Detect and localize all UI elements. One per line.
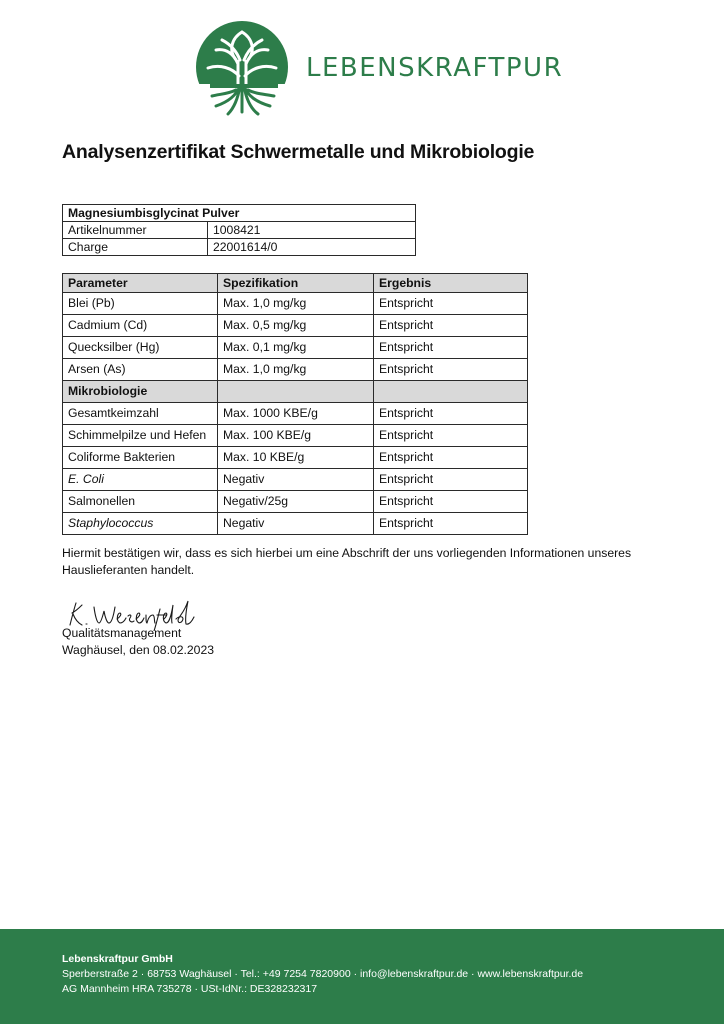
section-label: Mikrobiologie bbox=[63, 381, 218, 403]
specification-cell: Max. 1,0 mg/kg bbox=[218, 293, 374, 315]
empty-cell bbox=[374, 381, 528, 403]
result-cell: Entspricht bbox=[374, 315, 528, 337]
result-cell: Entspricht bbox=[374, 491, 528, 513]
column-header-result: Ergebnis bbox=[374, 274, 528, 293]
specification-cell: Negativ/25g bbox=[218, 491, 374, 513]
result-cell: Entspricht bbox=[374, 447, 528, 469]
result-cell: Entspricht bbox=[374, 425, 528, 447]
table-row bbox=[63, 205, 416, 222]
brand-name: LEBENSKRAFTPUR bbox=[306, 53, 564, 83]
column-header-parameter: Parameter bbox=[63, 274, 218, 293]
table-row bbox=[63, 293, 528, 315]
result-cell: Entspricht bbox=[374, 337, 528, 359]
article-number-label: Artikelnummer bbox=[63, 222, 208, 239]
specification-cell: Max. 1,0 mg/kg bbox=[218, 359, 374, 381]
specification-cell: Max. 0,1 mg/kg bbox=[218, 337, 374, 359]
product-table bbox=[62, 204, 416, 256]
specification-cell: Negativ bbox=[218, 469, 374, 491]
result-cell: Entspricht bbox=[374, 513, 528, 535]
result-cell: Entspricht bbox=[374, 469, 528, 491]
company-logo bbox=[192, 20, 592, 116]
result-cell: Entspricht bbox=[374, 293, 528, 315]
parameter-cell: Staphylococcus bbox=[63, 513, 218, 535]
parameter-cell: Arsen (As) bbox=[63, 359, 218, 381]
column-header-specification: Spezifikation bbox=[218, 274, 374, 293]
table-header-row bbox=[63, 274, 528, 293]
footer bbox=[0, 929, 724, 1024]
table-row bbox=[63, 513, 528, 535]
confirmation-text: Hiermit bestätigen wir, dass es sich hierbei um eine Abschrift der uns vorliegenden Informationen unseres Hauslieferanten handelt. bbox=[62, 546, 632, 577]
parameter-cell: Blei (Pb) bbox=[63, 293, 218, 315]
article-number-value: 1008421 bbox=[208, 222, 416, 239]
signature-role: Qualitätsmanagement bbox=[62, 626, 182, 640]
parameter-cell: Coliforme Bakterien bbox=[63, 447, 218, 469]
result-cell: Entspricht bbox=[374, 359, 528, 381]
batch-value: 22001614/0 bbox=[208, 239, 416, 256]
parameter-cell: Quecksilber (Hg) bbox=[63, 337, 218, 359]
batch-label: Charge bbox=[63, 239, 208, 256]
footer-company: Lebenskraftpur GmbH bbox=[62, 953, 173, 965]
place-date: Waghäusel, den 08.02.2023 bbox=[62, 643, 215, 657]
parameter-cell: E. Coli bbox=[63, 469, 218, 491]
parameter-cell: Gesamtkeimzahl bbox=[63, 403, 218, 425]
table-row bbox=[63, 403, 528, 425]
specification-cell: Max. 1000 KBE/g bbox=[218, 403, 374, 425]
result-cell: Entspricht bbox=[374, 403, 528, 425]
table-row bbox=[63, 239, 416, 256]
table-row bbox=[63, 337, 528, 359]
tree-logo-icon bbox=[192, 20, 296, 116]
section-row-microbiology bbox=[63, 381, 528, 403]
specification-cell: Negativ bbox=[218, 513, 374, 535]
product-name: Magnesiumbisglycinat Pulver bbox=[63, 205, 416, 222]
page-title: Analysenzertifikat Schwermetalle und Mikrobiologie bbox=[62, 141, 535, 163]
table-row bbox=[63, 447, 528, 469]
parameter-cell: Schimmelpilze und Hefen bbox=[63, 425, 218, 447]
table-row bbox=[63, 425, 528, 447]
table-row bbox=[63, 469, 528, 491]
footer-address: Sperberstraße 2 · 68753 Waghäusel · Tel.: +49 7254 7820900 · info@lebenskraftpur.de · www.lebenskraftpur.de bbox=[62, 968, 584, 980]
analysis-table bbox=[62, 273, 528, 535]
table-row bbox=[63, 222, 416, 239]
table-row bbox=[63, 315, 528, 337]
specification-cell: Max. 0,5 mg/kg bbox=[218, 315, 374, 337]
parameter-cell: Salmonellen bbox=[63, 491, 218, 513]
specification-cell: Max. 100 KBE/g bbox=[218, 425, 374, 447]
footer-register: AG Mannheim HRA 735278 · USt-IdNr.: DE328232317 bbox=[62, 983, 318, 995]
parameter-cell: Cadmium (Cd) bbox=[63, 315, 218, 337]
specification-cell: Max. 10 KBE/g bbox=[218, 447, 374, 469]
table-row bbox=[63, 359, 528, 381]
empty-cell bbox=[218, 381, 374, 403]
table-row bbox=[63, 491, 528, 513]
